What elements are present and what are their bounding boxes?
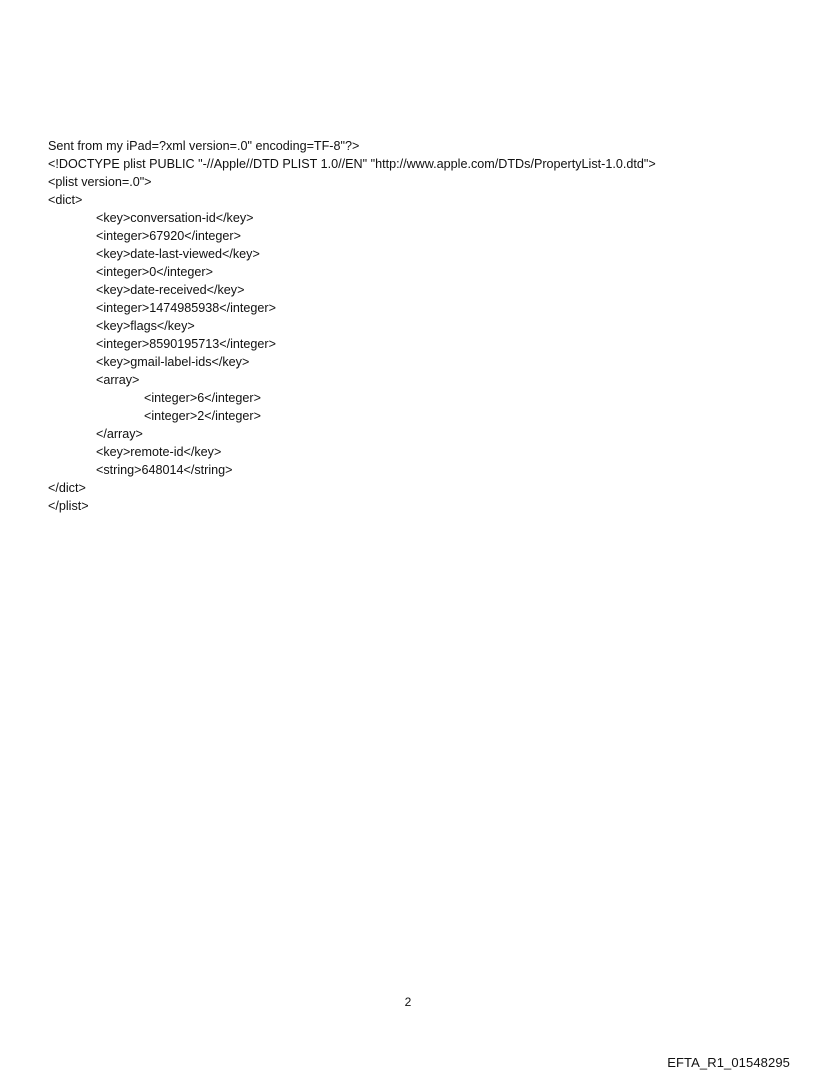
- text-line: <key>date-received</key>: [96, 283, 245, 297]
- text-line: <integer>2</integer>: [144, 409, 261, 423]
- text-line: <integer>6</integer>: [144, 391, 261, 405]
- text-line: <key>date-last-viewed</key>: [96, 247, 260, 261]
- text-line: <!DOCTYPE plist PUBLIC "-//Apple//DTD PLIST 1.0//EN" "http://www.apple.com/DTDs/PropertyList-1.0.dtd">: [48, 157, 656, 171]
- text-line: Sent from my iPad=?xml version=.0" encoding=TF-8"?>: [48, 139, 360, 153]
- text-line: <array>: [96, 373, 140, 387]
- text-line: <integer>8590195713</integer>: [96, 337, 276, 351]
- text-line: <key>conversation-id</key>: [96, 211, 254, 225]
- text-line: <integer>0</integer>: [96, 265, 213, 279]
- text-line: <key>gmail-label-ids</key>: [96, 355, 250, 369]
- bates-number: EFTA_R1_01548295: [667, 1055, 790, 1070]
- text-line: <integer>1474985938</integer>: [96, 301, 276, 315]
- page-number: 2: [404, 995, 412, 1009]
- text-line: <dict>: [48, 193, 83, 207]
- text-line: <integer>67920</integer>: [96, 229, 241, 243]
- text-line: <plist version=.0">: [48, 175, 152, 189]
- text-line: <key>flags</key>: [96, 319, 195, 333]
- document-body: [48, 137, 788, 515]
- text-line: <string>648014</string>: [96, 463, 233, 477]
- text-line: <key>remote-id</key>: [96, 445, 222, 459]
- text-line: </array>: [96, 427, 143, 441]
- text-line: </plist>: [48, 499, 89, 513]
- text-line: </dict>: [48, 481, 86, 495]
